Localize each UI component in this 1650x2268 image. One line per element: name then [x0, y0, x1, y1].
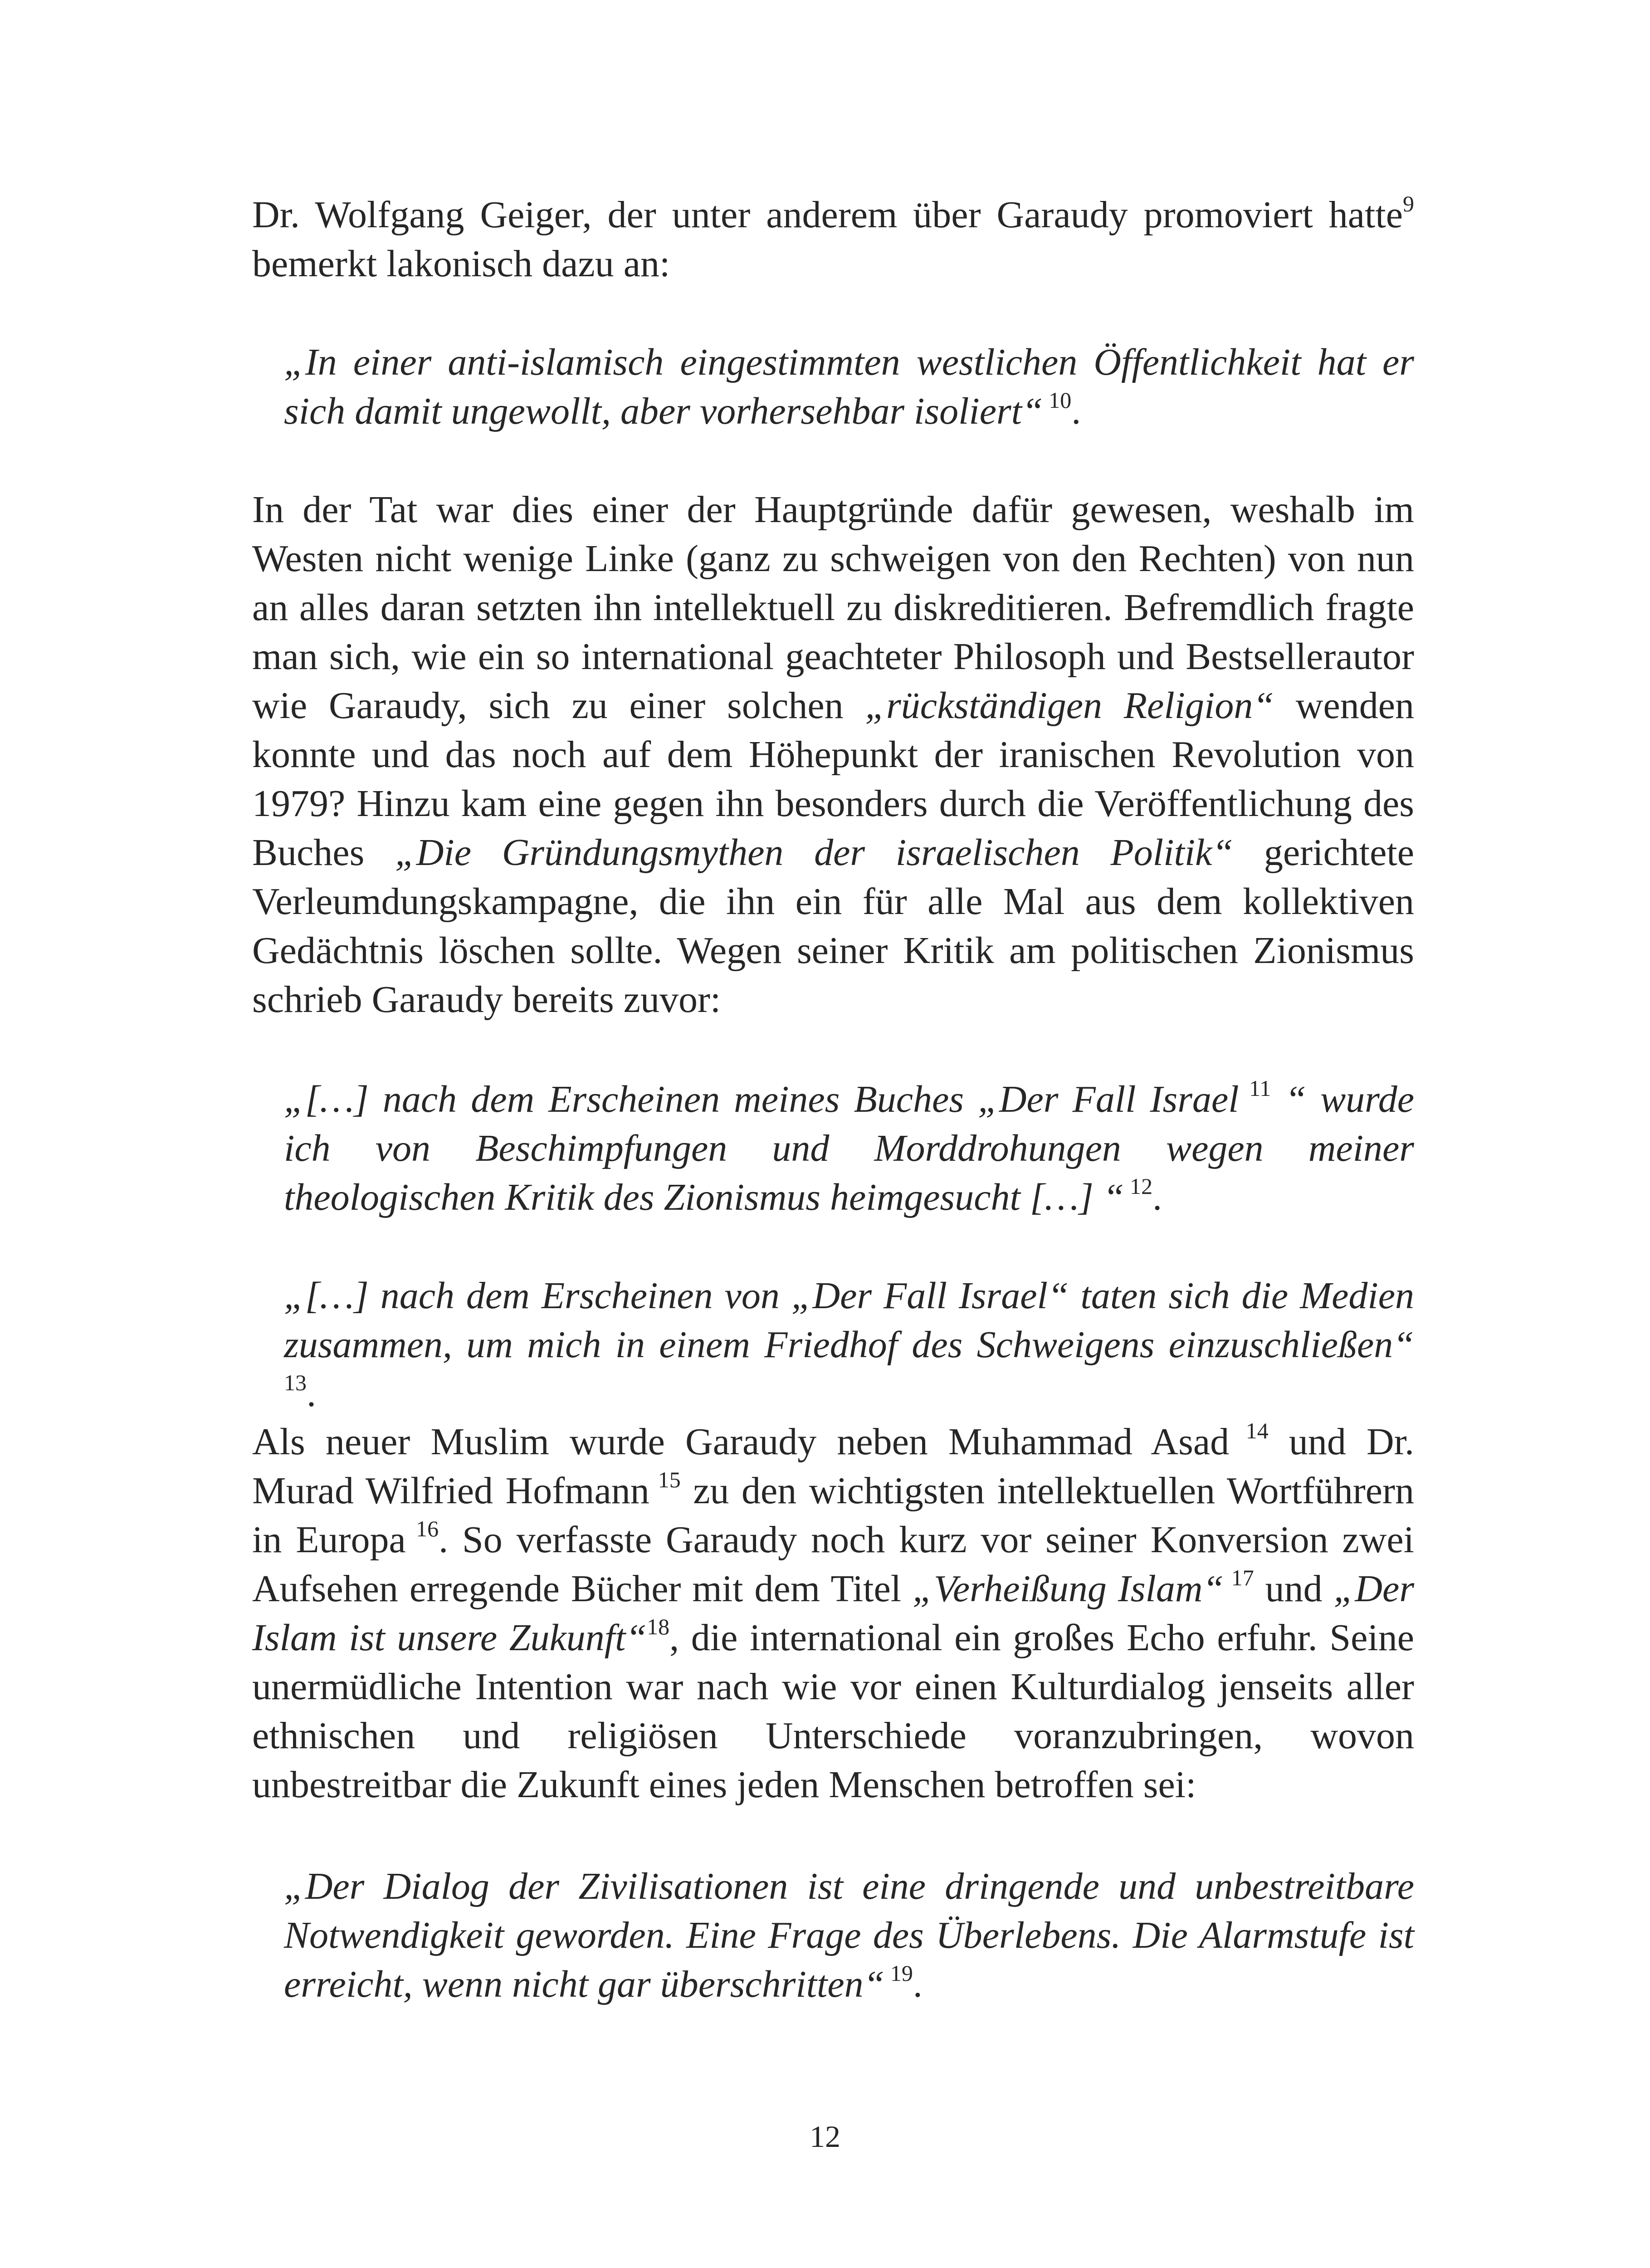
footnote-marker: 10	[1043, 387, 1072, 413]
footnote-marker: 11	[1239, 1075, 1271, 1101]
italic-title: „Verheißung Islam“	[913, 1568, 1224, 1610]
footnote-marker: 18	[647, 1614, 670, 1639]
text-segment: .	[913, 1963, 923, 2005]
quote-text	[284, 1271, 1414, 1418]
italic-title: „Die Gründungsmythen der israelischen Politik“	[395, 831, 1234, 874]
text-segment: „[…] nach dem Erscheinen von „Der Fall Israel“ taten sich die Medien zusammen, um mich in einem Friedhof des Schweigens einzuschließen“	[284, 1275, 1414, 1366]
paragraph	[252, 1418, 1414, 1809]
text-segment: „In einer anti-islamisch eingestimmten westlichen Öffentlichkeit hat er sich damit ungewollt, aber vorhersehbar isoliert“	[284, 341, 1414, 432]
text-segment: Als neuer Muslim wurde Garaudy neben Muhammad Asad	[252, 1421, 1230, 1463]
footnote-marker: 16	[405, 1516, 439, 1541]
text-segment: Dr. Wolfgang Geiger, der unter anderem über Garaudy promoviert hatte	[252, 194, 1403, 236]
italic-title: „Der Islam ist unsere Zukunft“	[252, 1568, 1415, 1659]
paragraph-text	[252, 191, 1414, 288]
block-quote	[252, 1862, 1414, 2009]
block-quote	[252, 338, 1414, 436]
text-segment: .	[1071, 390, 1081, 432]
footnote-marker: 15	[649, 1467, 681, 1492]
text-segment: gerichtete Verleumdungskampagne, die ihn ein für alle Mal aus dem kollektiven Gedächtnis löschen sollte. Wegen seiner Kritik am politischen Zionismus schrieb Garaudy bereits zuvor:	[252, 831, 1414, 1021]
text-segment: , die international ein großes Echo erfuhr. Seine unermüdliche Intention war nach wie vor einen Kulturdialog jenseits aller ethnischen und religiösen Unterschiede voranzubringen, wovon unbestreitbar die Zukunft eines jeden Menschen betroffen sei:	[252, 1617, 1415, 1806]
text-segment: . So verfasste Garaudy noch kurz vor seiner Konversion zwei Aufsehen erregende Bücher mit dem Titel	[252, 1519, 1414, 1610]
footnote-marker: 17	[1224, 1565, 1254, 1590]
italic-title: „rückständigen Religion“	[865, 684, 1274, 727]
footnote-marker: 19	[884, 1960, 913, 1986]
text-segment: zu den wichtigsten intellektuellen Wortführern in Europa	[252, 1470, 1414, 1561]
block-quote	[252, 1075, 1414, 1222]
text-segment: „Der Dialog der Zivilisationen ist eine dringende und unbestreitbare Notwendigkeit geworden. Eine Frage des Überlebens. Die Alarmstufe ist erreicht, wenn nicht gar überschritten“	[284, 1865, 1414, 2005]
footnote-marker: 13	[284, 1370, 307, 1395]
text-segment: und	[1254, 1568, 1334, 1610]
paragraph-text	[252, 485, 1414, 1024]
paragraph	[252, 191, 1414, 288]
paragraph	[252, 485, 1414, 1024]
block-quote	[252, 1271, 1414, 1418]
paragraph-text	[252, 1418, 1414, 1809]
footnote-marker: 14	[1229, 1418, 1269, 1443]
text-segment: “ wurde ich von Beschimpfungen und Morddrohungen wegen meiner theologischen Kritik des Zionismus heimgesucht […] “	[284, 1078, 1414, 1218]
quote-text	[284, 1862, 1414, 2009]
footnote-marker: 9	[1403, 191, 1414, 216]
page-number: 12	[810, 2119, 840, 2154]
text-segment: In der Tat war dies einer der Hauptgründe dafür gewesen, weshalb im Westen nicht wenige Linke (ganz zu schweigen von den Rechten) von nun an alles daran setzten ihn intellektuell zu diskreditieren. Befremdlich fragte man sich, wie ein so international geachteter Philosoph und Bestsellerautor wie Garaudy, sich zu einer solchen	[252, 489, 1414, 727]
footnote-marker: 12	[1124, 1173, 1153, 1199]
text-segment: .	[1152, 1176, 1162, 1218]
text-segment: .	[307, 1373, 316, 1415]
text-segment: und Dr. Murad Wilfried Hofmann	[252, 1421, 1414, 1512]
quote-text	[284, 338, 1414, 436]
text-segment: bemerkt lakonisch dazu an:	[252, 243, 670, 285]
text-segment: wenden konnte und das noch auf dem Höhepunkt der iranischen Revolution von 1979? Hinzu kam eine gegen ihn besonders durch die Veröffentlichung des Buches	[252, 684, 1415, 874]
quote-text	[284, 1075, 1414, 1222]
text-segment: „[…] nach dem Erscheinen meines Buches „Der Fall Israel	[284, 1078, 1239, 1120]
